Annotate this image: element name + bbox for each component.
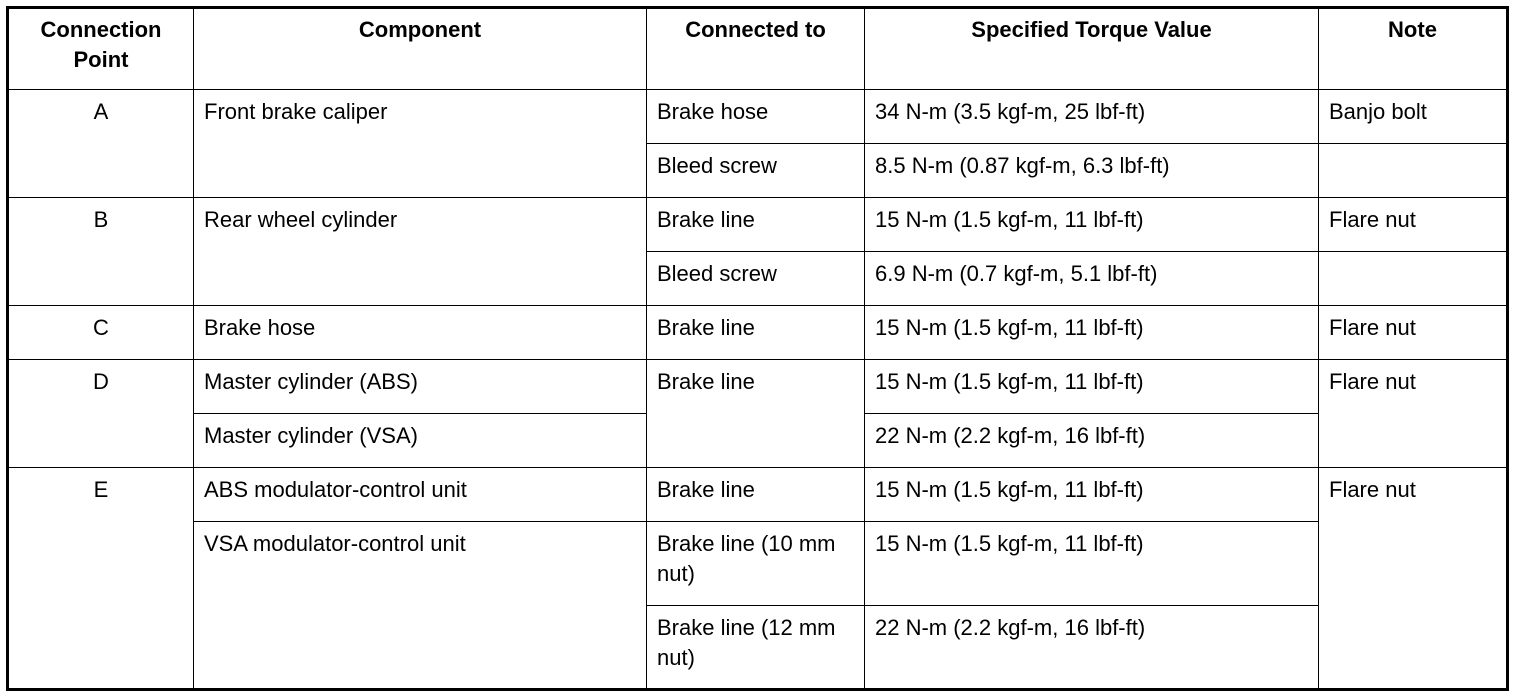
connected-to-cell: Brake line — [647, 360, 865, 468]
table-row — [8, 306, 1508, 360]
note-cell: Flare nut — [1319, 306, 1508, 360]
torque-cell: 22 N-m (2.2 kgf-m, 16 lbf-ft) — [865, 414, 1319, 468]
component-cell: ABS modulator-control unit — [194, 468, 647, 522]
header-row — [8, 8, 1508, 90]
connected-to-cell: Brake line (12 mm nut) — [647, 606, 865, 690]
note-cell: Flare nut — [1319, 468, 1508, 690]
connected-to-cell: Bleed screw — [647, 252, 865, 306]
connected-to-cell: Brake line — [647, 198, 865, 252]
component-cell: VSA modulator-control unit — [194, 522, 647, 690]
torque-cell: 8.5 N-m (0.87 kgf-m, 6.3 lbf-ft) — [865, 144, 1319, 198]
table-row — [8, 468, 1508, 522]
connection-point-cell: B — [8, 198, 194, 306]
torque-cell: 15 N-m (1.5 kgf-m, 11 lbf-ft) — [865, 360, 1319, 414]
connected-to-cell: Brake line — [647, 306, 865, 360]
torque-cell: 15 N-m (1.5 kgf-m, 11 lbf-ft) — [865, 522, 1319, 606]
table-row — [8, 198, 1508, 252]
header-connected-to: Connected to — [647, 8, 865, 90]
note-cell: Flare nut — [1319, 360, 1508, 468]
connection-point-cell: D — [8, 360, 194, 468]
header-component: Component — [194, 8, 647, 90]
component-cell: Rear wheel cylinder — [194, 198, 647, 306]
component-cell: Master cylinder (ABS) — [194, 360, 647, 414]
table-row — [8, 522, 1508, 606]
torque-cell: 22 N-m (2.2 kgf-m, 16 lbf-ft) — [865, 606, 1319, 690]
component-cell: Brake hose — [194, 306, 647, 360]
torque-spec-table — [6, 6, 1509, 691]
torque-cell: 15 N-m (1.5 kgf-m, 11 lbf-ft) — [865, 468, 1319, 522]
torque-cell: 34 N-m (3.5 kgf-m, 25 lbf-ft) — [865, 90, 1319, 144]
connected-to-cell: Brake line (10 mm nut) — [647, 522, 865, 606]
connected-to-cell: Brake hose — [647, 90, 865, 144]
component-cell: Master cylinder (VSA) — [194, 414, 647, 468]
header-note: Note — [1319, 8, 1508, 90]
connection-point-cell: A — [8, 90, 194, 198]
note-cell: Flare nut — [1319, 198, 1508, 252]
header-torque-value: Specified Torque Value — [865, 8, 1319, 90]
table-row — [8, 90, 1508, 144]
connection-point-cell: E — [8, 468, 194, 690]
torque-cell: 15 N-m (1.5 kgf-m, 11 lbf-ft) — [865, 306, 1319, 360]
torque-cell: 15 N-m (1.5 kgf-m, 11 lbf-ft) — [865, 198, 1319, 252]
connected-to-cell: Brake line — [647, 468, 865, 522]
table-row — [8, 360, 1508, 414]
connection-point-cell: C — [8, 306, 194, 360]
connected-to-cell: Bleed screw — [647, 144, 865, 198]
note-cell: Banjo bolt — [1319, 90, 1508, 144]
note-cell — [1319, 252, 1508, 306]
component-cell: Front brake caliper — [194, 90, 647, 198]
note-cell — [1319, 144, 1508, 198]
header-connection-point: Connection Point — [8, 8, 194, 90]
torque-cell: 6.9 N-m (0.7 kgf-m, 5.1 lbf-ft) — [865, 252, 1319, 306]
